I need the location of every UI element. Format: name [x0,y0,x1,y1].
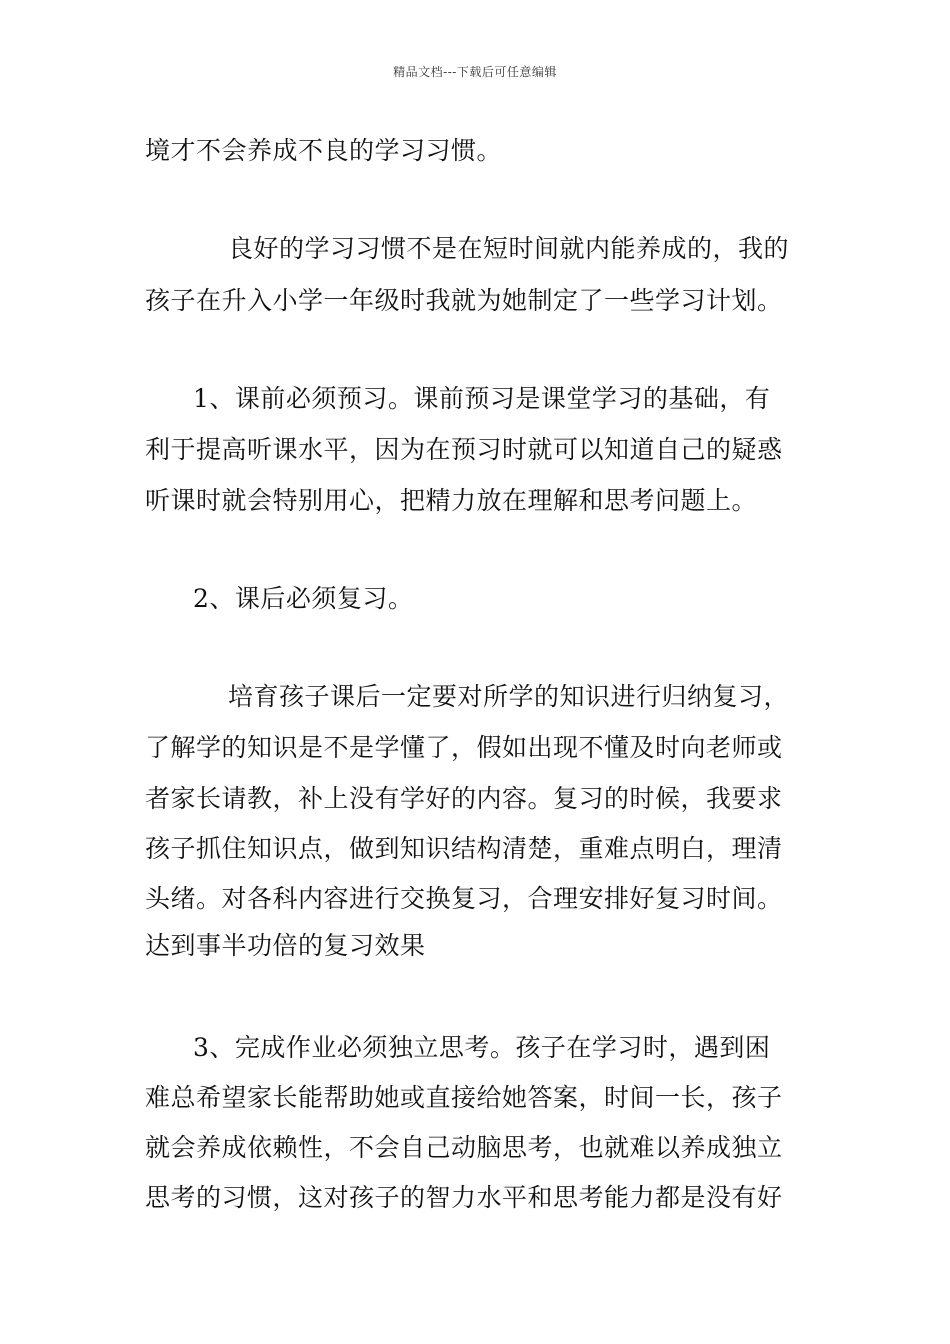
text-line: 思考的习惯，这对孩子的智力水平和思考能力都是没有好 [145,1183,783,1212]
text-line: 良好的学习习惯不是在短时间就内能养成的，我的 [228,234,790,263]
text-line: 境才不会养成不良的学习习惯。 [145,136,503,165]
text-line: 孩子抓住知识点，做到知识结构清楚，重难点明白，理清 [145,834,783,863]
text-line: 2、课后必须复习。 [193,584,414,613]
page-header: 精品文档---下载后可任意编辑 [393,65,557,79]
text-line: 了解学的知识是不是学懂了，假如出现不懂及时向老师或 [145,733,783,762]
text-line: 达到事半功倍的复习效果 [145,931,426,960]
text-line: 3、完成作业必须独立思考。孩子在学习时，遇到困 [193,1033,771,1062]
text-line: 就会养成依赖性，不会自己动脑思考，也就难以养成独立 [145,1133,783,1162]
text-line: 培育孩子课后一定要对所学的知识进行归纳复习， [228,682,790,711]
text-line: 听课时就会特别用心，把精力放在理解和思考问题上。 [145,486,758,515]
text-line: 难总希望家长能帮助她或直接给她答案，时间一长，孩子 [145,1083,783,1112]
text-line: 1、课前必须预习。课前预习是课堂学习的基础，有 [193,384,771,413]
text-line: 利于提高听课水平，因为在预习时就可以知道自己的疑惑 [145,435,783,464]
text-line: 者家长请教，补上没有学好的内容。复习的时候，我要求 [145,784,783,813]
text-line: 头绪。对各科内容进行交换复习，合理安排好复习时间。 [145,884,783,913]
text-line: 孩子在升入小学一年级时我就为她制定了一些学习计划。 [145,286,783,315]
